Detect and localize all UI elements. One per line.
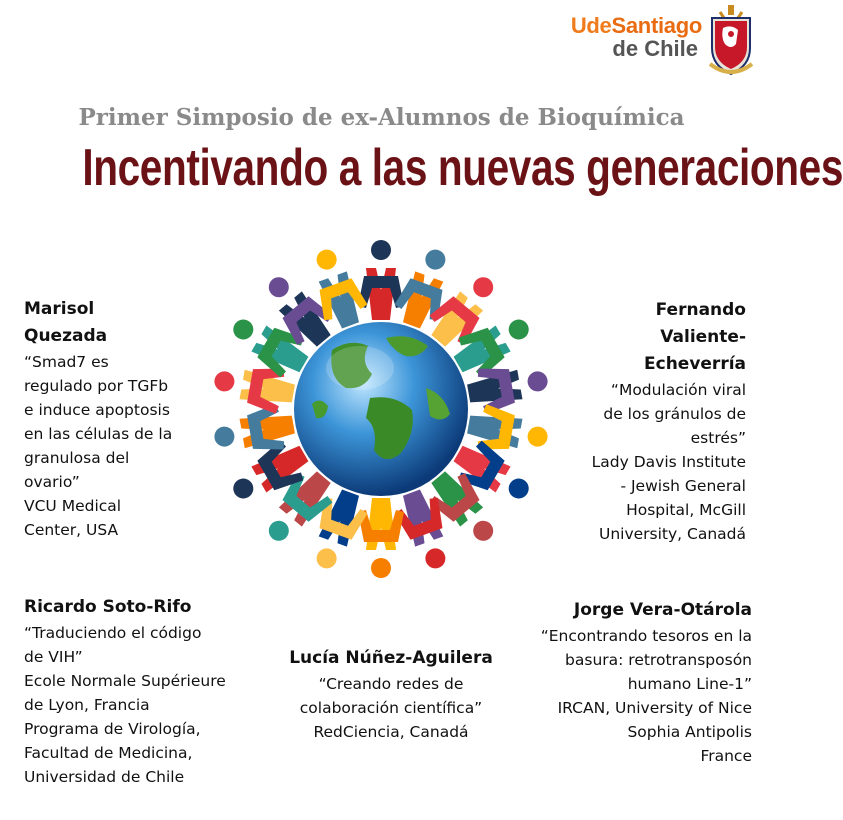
affiliation-line: Ecole Normale Supérieure <box>24 672 226 690</box>
logo-prefix: Ude <box>570 13 612 38</box>
speaker-fernando-valiente <box>560 297 746 546</box>
speaker-jorge-vera-otarola <box>510 597 752 768</box>
speaker-name: Fernando <box>655 300 746 320</box>
talk-title-line: “Modulación viral <box>610 381 746 399</box>
speaker-name: Ricardo Soto-Rifo <box>24 597 192 617</box>
talk-title-line: e induce apoptosis <box>24 401 170 419</box>
logo-line2: de Chile <box>612 36 698 62</box>
talk-title-line: basura: retrotransposón <box>565 651 752 669</box>
speaker-name: Marisol <box>24 299 95 319</box>
affiliation-line: Sophia Antipolis <box>627 723 752 741</box>
talk-title-line: de VIH” <box>24 648 83 666</box>
talk-title-line: humano Line-1” <box>627 675 752 693</box>
event-title: Incentivando a las nuevas generaciones <box>82 139 843 197</box>
udesantiago-logo <box>560 4 760 80</box>
affiliation-line: Lady Davis Institute <box>591 453 746 471</box>
affiliation-line: Programa de Virología, <box>24 720 201 738</box>
affiliation-line: Hospital, McGill <box>626 501 746 519</box>
globe-with-people-icon <box>200 228 562 590</box>
affiliation-line: Center, USA <box>24 521 119 539</box>
affiliation-line: France <box>700 747 752 765</box>
talk-title-line: “Creando redes de <box>318 675 464 693</box>
logo-main: Santiago <box>611 13 702 38</box>
speaker-name: Echeverría <box>644 354 746 374</box>
speaker-name: Quezada <box>24 326 108 346</box>
affiliation-line: de Lyon, Francia <box>24 696 150 714</box>
university-crest-icon <box>706 4 756 78</box>
speaker-name: Lucía Núñez-Aguilera <box>289 648 493 668</box>
speaker-name: Jorge Vera-Otárola <box>573 600 752 620</box>
affiliation-line: University, Canadá <box>598 525 746 543</box>
talk-title-line: de los gránulos de <box>603 405 746 423</box>
affiliation-line: - Jewish General <box>620 477 746 495</box>
talk-title-line: estrés” <box>690 429 746 447</box>
talk-title-line: “Traduciendo el código <box>24 624 202 642</box>
affiliation-line: VCU Medical <box>24 497 122 515</box>
affiliation-line: Facultad de Medicina, <box>24 744 193 762</box>
affiliation-line: IRCAN, University of Nice <box>557 699 752 717</box>
event-subtitle: Primer Simposio de ex-Alumnos de Bioquímica <box>78 104 685 131</box>
talk-title-line: “Smad7 es <box>24 353 109 371</box>
talk-title-line: colaboración científica” <box>299 699 483 717</box>
affiliation-line: Universidad de Chile <box>24 768 185 786</box>
talk-title-line: en las células de la <box>24 425 173 443</box>
affiliation-line: RedCiencia, Canadá <box>313 723 469 741</box>
talk-title-line: “Encontrando tesoros en la <box>540 627 752 645</box>
speaker-ricardo-soto-rifo <box>24 594 274 789</box>
talk-title-line: granulosa del <box>24 449 130 467</box>
talk-title-line: regulado por TGFb <box>24 377 169 395</box>
speaker-name: Valiente- <box>660 327 746 347</box>
speaker-marisol-quezada <box>24 296 194 542</box>
speaker-lucia-nunez-aguilera <box>276 645 506 744</box>
talk-title-line: ovario” <box>24 473 80 491</box>
